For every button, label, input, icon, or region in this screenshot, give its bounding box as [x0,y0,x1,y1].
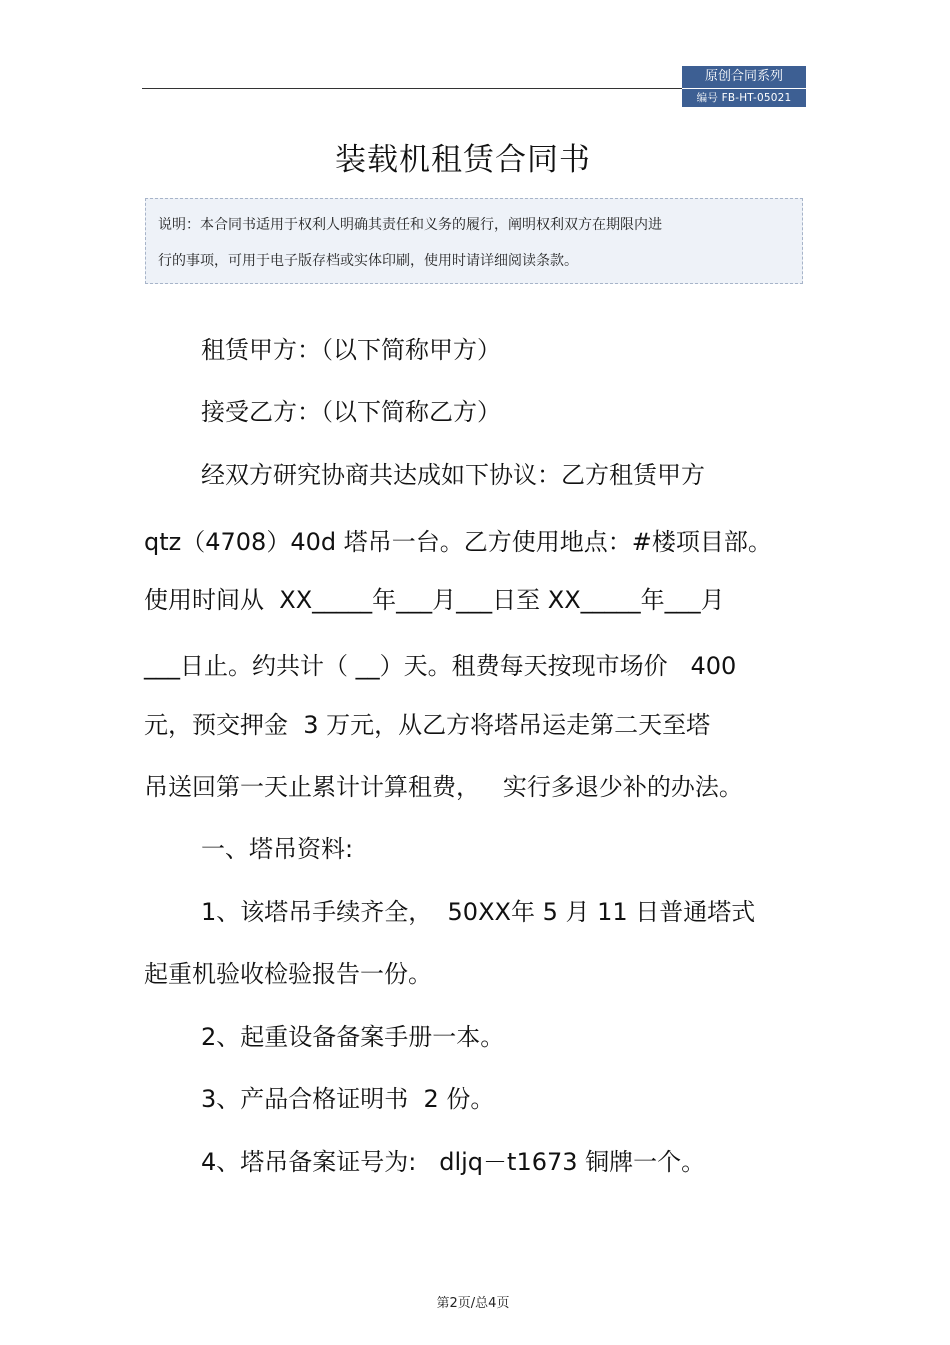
agreement-paragraph-line: 经双方研究协商共达成如下协议：乙方租赁甲方 [201,461,705,489]
series-badge: 原创合同系列 [682,66,806,88]
lessor-party-line: 租赁甲方：（以下简称甲方） [201,336,501,364]
page-indicator: 第2页/总4页 [436,1296,510,1311]
lessee-party-line: 接受乙方：（以下简称乙方） [201,398,501,426]
list-item: 3、产品合格证明书 2 份。 [201,1085,495,1113]
agreement-paragraph-line: 使用时间从 XX_____年___月___日至 XX_____年___月 [144,586,725,614]
note-line-2: 行的事项，可用于电子版存档或实体印刷，使用时请详细阅读条款。 [158,253,578,269]
note-text [158,207,758,279]
agreement-paragraph-line: 元，预交押金 3 万元，从乙方将塔吊运走第二天至塔 [144,711,711,739]
agreement-paragraph-line: 吊送回第一天止累计计算租费， 实行多退少补的办法。 [144,773,743,801]
agreement-paragraph-line: qtz（4708）40d 塔吊一台。乙方使用地点：#楼项目部。 [144,528,772,556]
list-item: 4、塔吊备案证号为: dljq－t1673 铜牌一个。 [201,1148,706,1176]
document-title: 装载机租赁合同书 [335,142,591,178]
agreement-paragraph-line: ___日止。约共计（ __）天。租费每天按现市场价 400 [144,652,737,680]
list-item: 2、起重设备备案手册一本。 [201,1023,505,1051]
section-heading: 一、塔吊资料: [201,835,354,863]
document-code-badge: 编号 FB-HT-05021 [682,89,806,107]
note-line-1: 说明：本合同书适用于权利人明确其责任和义务的履行，阐明权利双方在期限内进 [158,217,662,233]
header-rule [142,88,682,89]
list-item-continuation: 起重机验收检验报告一份。 [144,960,432,988]
list-item: 1、该塔吊手续齐全， 50XX年 5 月 11 日普通塔式 [201,898,756,926]
note-box [145,198,803,284]
